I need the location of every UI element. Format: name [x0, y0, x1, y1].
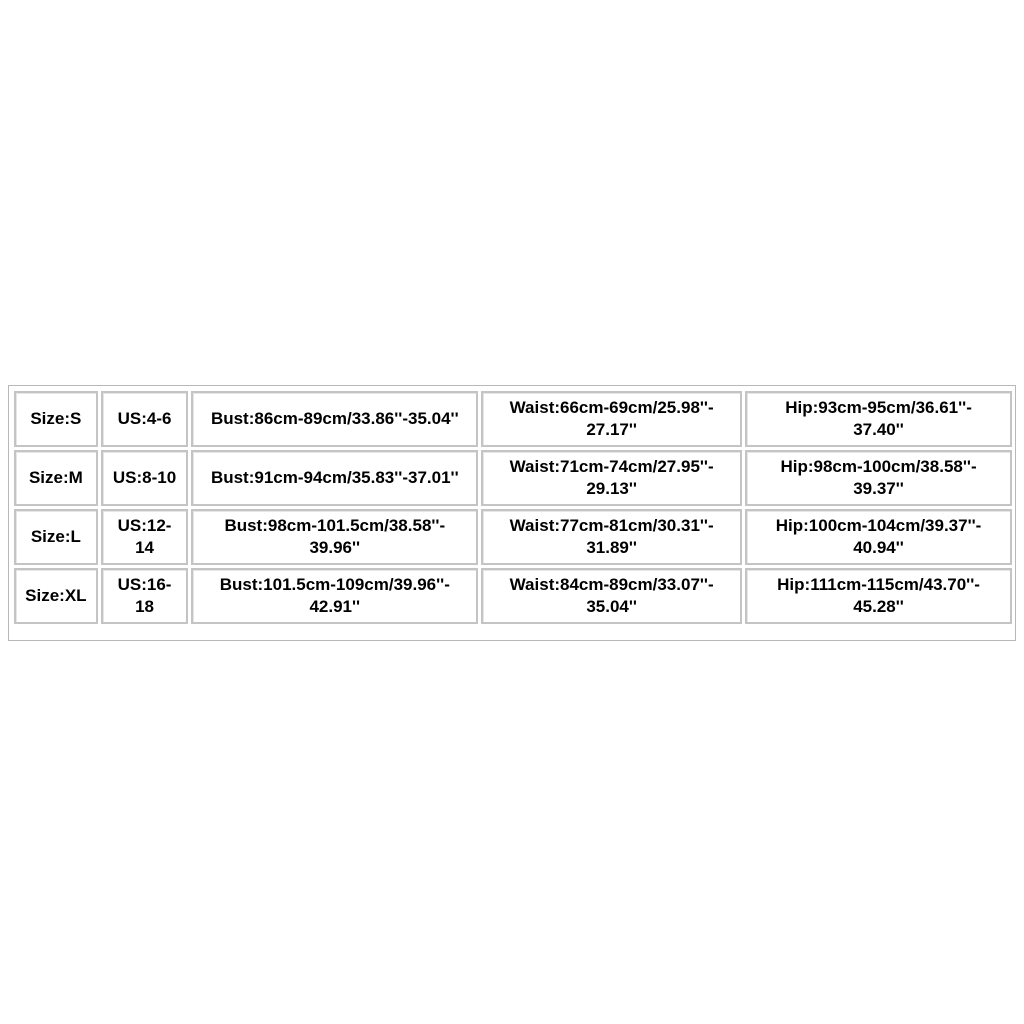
waist-cell	[481, 450, 742, 506]
table-row	[14, 568, 1012, 624]
hip-value-line-1: Hip:93cm-95cm/36.61''-	[785, 398, 972, 417]
hip-cell	[745, 568, 1012, 624]
bust-cell	[191, 568, 478, 624]
bust-value: Bust:91cm-94cm/35.83''-37.01''	[210, 468, 459, 487]
size-label: Size:M	[28, 468, 83, 487]
us-size-line-2: 18	[135, 597, 155, 616]
us-size-line-1: US:16-	[117, 575, 172, 594]
us-size-cell	[101, 450, 189, 506]
size-cell	[14, 391, 98, 447]
waist-value-line-1: Waist:71cm-74cm/27.95''-	[509, 457, 714, 476]
size-cell	[14, 568, 98, 624]
bust-value-line-1: Bust:101.5cm-109cm/39.96''-	[219, 575, 450, 594]
hip-value-line-2: 45.28''	[853, 597, 904, 616]
hip-cell	[745, 450, 1012, 506]
us-size-cell	[101, 568, 189, 624]
bust-cell	[191, 450, 478, 506]
size-label: Size:S	[30, 409, 82, 428]
bust-value-line-2: 39.96''	[309, 538, 361, 557]
waist-value-line-1: Waist:66cm-69cm/25.98''-	[509, 398, 714, 417]
waist-cell	[481, 391, 742, 447]
hip-value-line-2: 40.94''	[853, 538, 904, 557]
us-size-line-1: US:12-	[117, 516, 172, 535]
waist-value-line-2: 31.89''	[586, 538, 637, 557]
waist-value-line-1: Waist:77cm-81cm/30.31''-	[509, 516, 714, 535]
us-size-label: US:8-10	[112, 468, 177, 487]
us-size-cell	[101, 391, 189, 447]
hip-value-line-1: Hip:98cm-100cm/38.58''-	[780, 457, 977, 476]
bust-value-line-1: Bust:98cm-101.5cm/38.58''-	[224, 516, 446, 535]
size-label: Size:XL	[25, 586, 87, 605]
us-size-label: US:4-6	[117, 409, 172, 428]
waist-cell	[481, 509, 742, 565]
us-size-line-2: 14	[135, 538, 155, 557]
us-size-cell	[101, 509, 189, 565]
size-chart-table-container	[8, 385, 1016, 641]
size-cell	[14, 509, 98, 565]
waist-value-line-2: 35.04''	[586, 597, 637, 616]
hip-cell	[745, 391, 1012, 447]
bust-value-line-2: 42.91''	[309, 597, 361, 616]
size-cell	[14, 450, 98, 506]
hip-value-line-2: 39.37''	[853, 479, 904, 498]
table-row	[14, 391, 1012, 447]
hip-value-line-1: Hip:100cm-104cm/39.37''-	[775, 516, 982, 535]
hip-value-line-1: Hip:111cm-115cm/43.70''-	[777, 575, 980, 594]
hip-value-line-2: 37.40''	[853, 420, 904, 439]
waist-cell	[481, 568, 742, 624]
size-label: Size:L	[30, 527, 81, 546]
table-row	[14, 450, 1012, 506]
bust-cell	[191, 391, 478, 447]
hip-cell	[745, 509, 1012, 565]
table-row	[14, 509, 1012, 565]
bust-value: Bust:86cm-89cm/33.86''-35.04''	[210, 409, 459, 428]
bust-cell	[191, 509, 478, 565]
waist-value-line-2: 27.17''	[586, 420, 637, 439]
size-chart-table	[11, 388, 1015, 627]
waist-value-line-2: 29.13''	[586, 479, 637, 498]
waist-value-line-1: Waist:84cm-89cm/33.07''-	[509, 575, 714, 594]
